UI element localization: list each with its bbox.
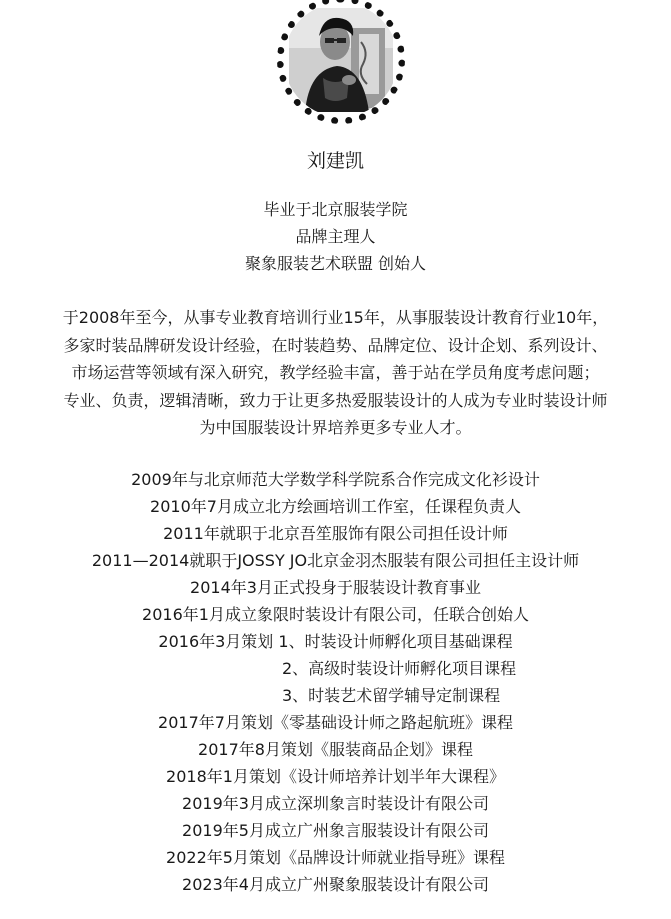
role-line: 毕业于北京服装学院 <box>263 200 408 219</box>
timeline-subitem: 3、时装艺术留学辅导定制课程 <box>282 686 501 705</box>
timeline-item: 2019年3月成立深圳象言时装设计有限公司 <box>182 794 489 813</box>
role-line: 品牌主理人 <box>295 227 376 246</box>
timeline-item: 2011年就职于北京吾笙服饰有限公司担任设计师 <box>163 524 508 543</box>
timeline-item: 2014年3月正式投身于服装设计教育事业 <box>190 578 481 597</box>
timeline-subitem: 2、高级时装设计师孵化项目课程 <box>282 659 517 678</box>
timeline-item: 2016年3月策划 1、时装设计师孵化项目基础课程 <box>158 632 513 651</box>
timeline-item: 2023年4月成立广州聚象服装设计有限公司 <box>182 875 489 894</box>
role-line: 聚象服装艺术联盟 创始人 <box>244 254 427 273</box>
roles-list <box>0 196 671 277</box>
bio-line: 专业、负责，逻辑清晰，致力于让更多热爱服装设计的人成为专业时装设计师 <box>63 390 608 410</box>
bio-line: 多家时装品牌研发设计经验，在时装趋势、品牌定位、设计企划、系列设计、 <box>63 335 608 355</box>
person-name: 刘建凯 <box>306 150 364 172</box>
career-timeline <box>0 466 671 898</box>
timeline-item: 2019年5月成立广州象言服装设计有限公司 <box>182 821 489 840</box>
timeline-item: 2010年7月成立北方绘画培训工作室，任课程负责人 <box>150 497 521 516</box>
timeline-item: 2018年1月策划《设计师培养计划半年大课程》 <box>166 767 505 786</box>
timeline-item: 2022年5月策划《品牌设计师就业指导班》课程 <box>166 848 505 867</box>
bio-paragraph <box>0 304 671 442</box>
portrait-photo-icon <box>289 8 393 112</box>
bio-line: 市场运营等领域有深入研究，教学经验丰富，善于站在学员角度考虑问题； <box>71 363 600 382</box>
timeline-item: 2009年与北京师范大学数学科学院系合作完成文化衫设计 <box>131 470 540 489</box>
timeline-item: 2016年1月成立象限时装设计有限公司，任联合创始人 <box>142 605 529 624</box>
timeline-item: 2017年8月策划《服装商品企划》课程 <box>198 740 473 759</box>
bio-line: 于2008年至今，从事专业教育培训行业15年，从事服装设计教育行业10年， <box>62 308 609 327</box>
bio-line: 为中国服装设计界培养更多专业人才。 <box>199 418 472 437</box>
timeline-item: 2017年7月策划《零基础设计师之路起航班》课程 <box>158 713 513 732</box>
avatar <box>277 0 405 124</box>
timeline-item: 2011—2014就职于JOSSY JO北京金羽杰服装有限公司担任主设计师 <box>91 551 580 570</box>
